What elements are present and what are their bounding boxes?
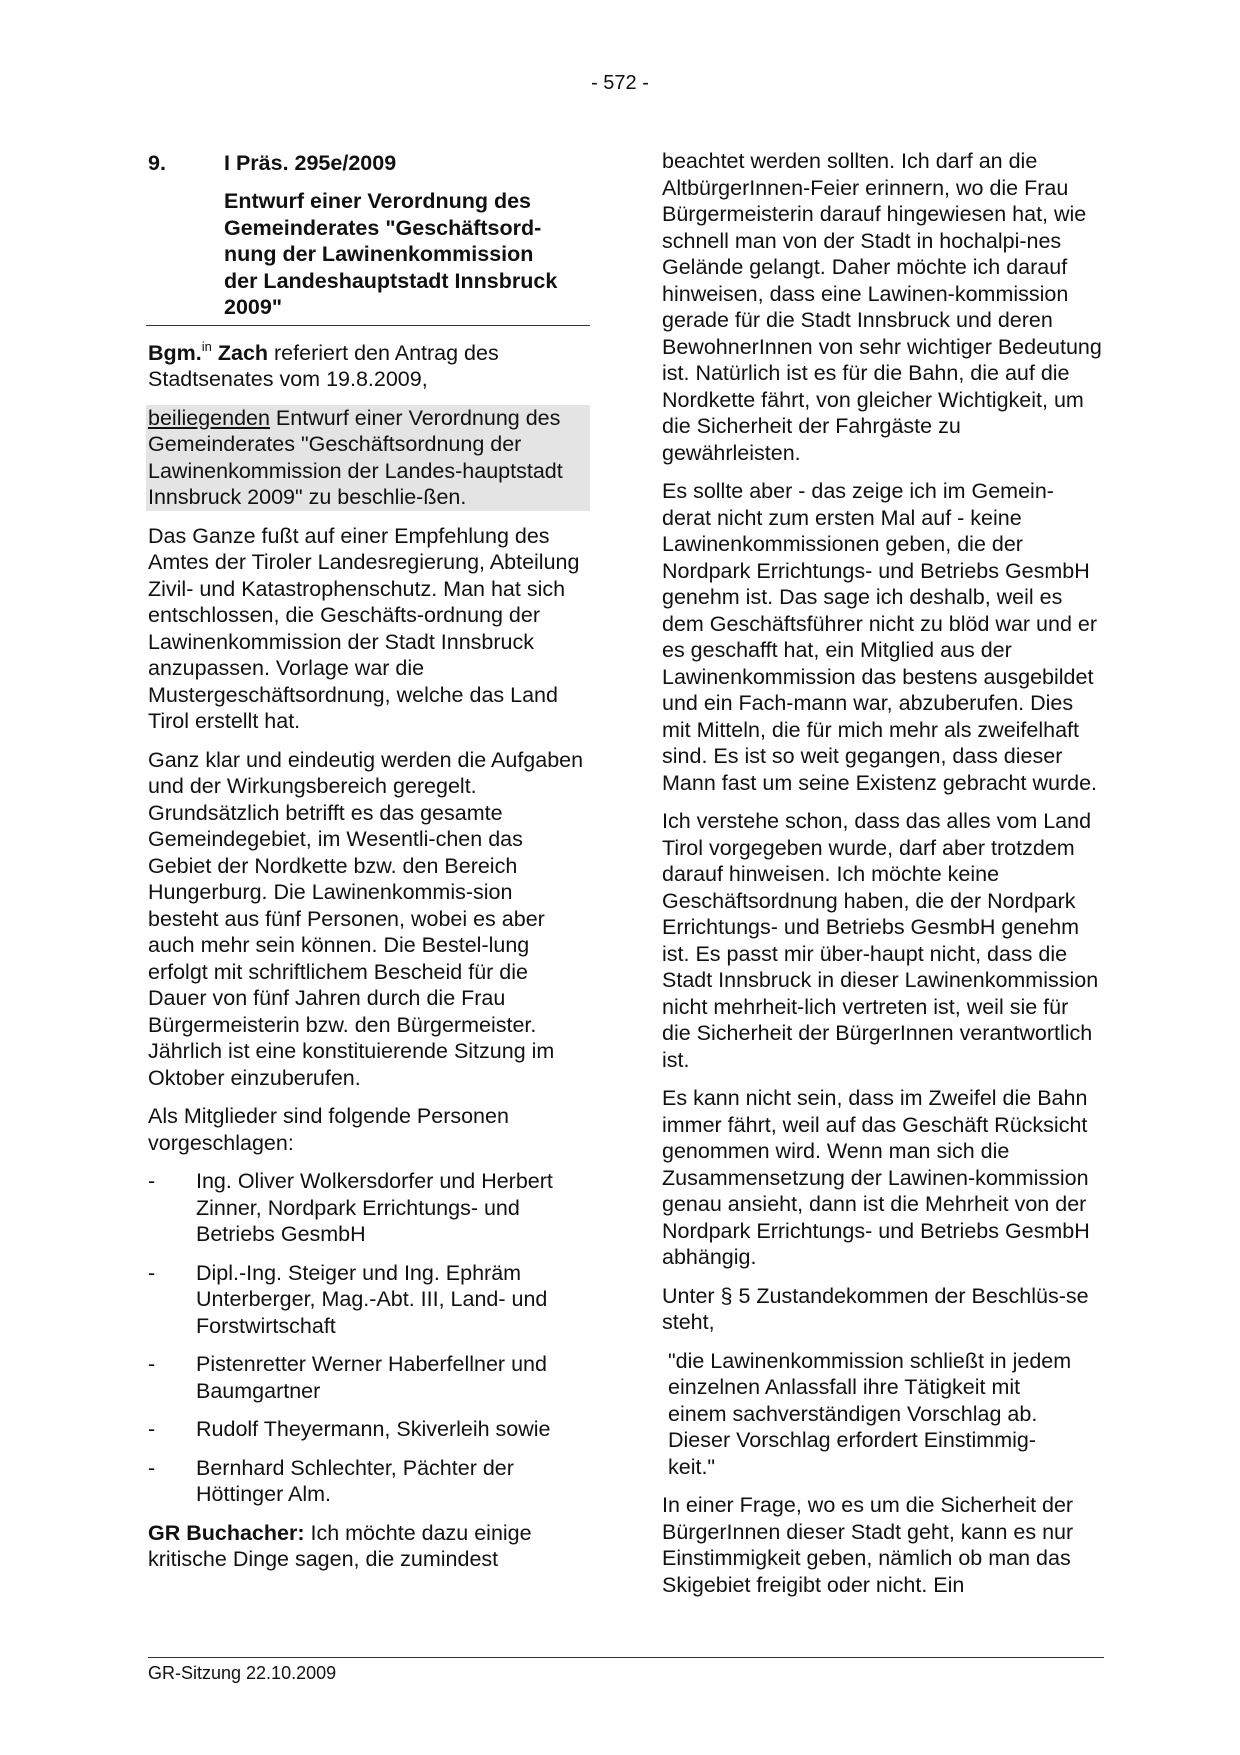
motion-underlined-word: beiliegenden bbox=[148, 405, 270, 430]
agenda-header bbox=[148, 150, 588, 180]
paragraph: Ganz klar und eindeutig werden die Aufgaben und der Wirkungsbereich geregelt. Grundsätzlich betrifft es das gesamte Gemeindegebiet, im Wesentli-chen das Gebiet der Nordkette bzw. den Bereich Hungerburg. Die Lawinenkommis-sion besteht aus fünf Personen, wobei es aber auch mehr sein können. Die Bestel-lung erfolgt mit schriftlichem Bescheid für die Dauer von fünf Jahren durch die Frau Bürgermeisterin bzw. den Bürgermeister. Jährlich ist eine konstituierende Sitzung im Oktober einzuberufen. bbox=[148, 747, 584, 1090]
paragraph: Unter § 5 Zustandekommen der Beschlüs-se steht, bbox=[662, 1283, 1089, 1334]
agenda-number: 9. bbox=[148, 151, 166, 175]
list-item bbox=[148, 1351, 588, 1404]
agenda-reference: I Präs. 295e/2009 bbox=[224, 151, 397, 175]
list-item-text: Pistenretter Werner Haberfellner und Baumgartner bbox=[196, 1352, 547, 1403]
speaker-name: GR Buchacher: bbox=[148, 1520, 305, 1545]
agenda-divider bbox=[146, 325, 590, 326]
list-item bbox=[148, 1260, 588, 1340]
agenda-title-line: der Landeshauptstadt Innsbruck bbox=[224, 268, 558, 293]
speaker-title: Bgm. bbox=[148, 340, 202, 365]
speaker-paragraph bbox=[148, 1520, 588, 1573]
list-dash: - bbox=[148, 1169, 156, 1193]
quote-line: "die Lawinenkommission schließt in jedem bbox=[668, 1348, 1072, 1373]
paragraph: Als Mitglieder sind folgende Personen vorgeschlagen: bbox=[148, 1104, 509, 1155]
footer-divider bbox=[148, 1657, 1104, 1658]
footer-text: GR-Sitzung 22.10.2009 bbox=[148, 1663, 337, 1683]
motion-text bbox=[146, 405, 590, 511]
list-dash: - bbox=[148, 1260, 156, 1285]
paragraph: Ich verstehe schon, dass das alles vom Land Tirol vorgegeben wurde, darf aber trotzdem darauf hinweisen. Ich möchte keine Geschäftsordnung haben, die der Nordpark Errichtungs- und Betriebs GesmbH genehm ist. Es passt mir über-haupt nicht, dass die Stadt Innsbruck in dieser Lawinenkommission nicht mehrheit-lich vertreten ist, weil sie für die Sicherheit der BürgerInnen verantwortlich ist. bbox=[662, 809, 1099, 1072]
agenda-title-line: nung der Lawinenkommission bbox=[224, 242, 534, 266]
agenda-title-line: Entwurf einer Verordnung des bbox=[224, 189, 532, 213]
paragraph: Es kann nicht sein, dass im Zweifel die Bahn immer fährt, weil auf das Geschäft Rücksicht genommen wird. Wenn man sich die Zusammensetzung der Lawinen-kommission genau ansieht, dann ist die Mehrheit von der Nordpark Errichtungs- und Betriebs GesmbH abhängig. bbox=[662, 1086, 1090, 1269]
list-dash: - bbox=[148, 1352, 156, 1376]
list-item bbox=[148, 1455, 588, 1508]
quote-line: Dieser Vorschlag erfordert Einstimmig- bbox=[668, 1428, 1037, 1452]
agenda-title bbox=[224, 188, 588, 325]
left-column bbox=[148, 150, 588, 1585]
speaker-name: Zach bbox=[217, 340, 269, 365]
speaker-text: referiert den Antrag des Stadtsenates vom 19.8.2009, bbox=[148, 340, 499, 391]
speaker-title-suffix: in bbox=[201, 338, 212, 354]
paragraph: In einer Frage, wo es um die Sicherheit der BürgerInnen dieser Stadt geht, kann es nur Einstimmigkeit geben, nämlich ob man das Skigebiet freigibt oder nicht. Ein bbox=[662, 1493, 1074, 1597]
paragraph: Das Ganze fußt auf einer Empfehlung des Amtes der Tiroler Landesregierung, Abteilung Zivil- und Katastrophenschutz. Man hat sich entschlossen, die Geschäfts-ordnung der Lawinenkommission der Stadt Innsbruck anzupassen. Vorlage war die Mustergeschäftsordnung, welche das Land Tirol erstellt hat. bbox=[148, 523, 580, 733]
speaker-paragraph bbox=[148, 340, 588, 393]
member-list bbox=[148, 1168, 588, 1508]
paragraph: Es sollte aber - das zeige ich im Gemein-derat nicht zum ersten Mal auf - keine Lawinenkommissionen geben, die der Nordpark Errichtungs- und Betriebs GesmbH genehm ist. Das sage ich deshalb, weil es dem Geschäftsführer nicht zu blöd war und er es geschafft hat, ein Mitglied aus der Lawinenkommission das bestens ausgebildet und ein Fach-mann war, abzuberufen. Dies mit Mitteln, die für mich mehr als zweifelhaft sind. Es ist so weit gegangen, dass dieser Mann fast um seine Existenz gebracht wurde. bbox=[662, 479, 1097, 795]
quote-line: einzelnen Anlassfall ihre Tätigkeit mit bbox=[668, 1375, 1021, 1399]
paragraph: beachtet werden sollten. Ich darf an die AltbürgerInnen-Feier erinnern, wo die Frau Bürgermeisterin darauf hingewiesen hat, wie schnell man von der Stadt in hochalpi-nes Gelände gelangt. Daher möchte ich darauf hinweisen, dass eine Lawinen-kommission gerade für die Stadt Innsbruck und deren BewohnerInnen von sehr wichtiger Bedeutung ist. Natürlich ist es für die Bahn, die auf die Nordkette fährt, von gleicher Wichtigkeit, um die Sicherheit der Fahrgäste zu gewährleisten. bbox=[662, 149, 1102, 465]
list-dash: - bbox=[148, 1417, 156, 1441]
quote-line: einem sachverständigen Vorschlag ab. bbox=[668, 1401, 1038, 1426]
agenda-title-line: 2009" bbox=[224, 295, 283, 319]
list-dash: - bbox=[148, 1455, 156, 1480]
list-item-text: Dipl.-Ing. Steiger und Ing. Ephräm Unterberger, Mag.-Abt. III, Land- und Forstwirtschaft bbox=[196, 1260, 548, 1338]
page-number: - 572 - bbox=[591, 72, 649, 94]
motion-body: Entwurf einer Verordnung des Gemeinderates "Geschäftsordnung der Lawinenkommission der Landes-hauptstadt Innsbruck 2009" zu beschlie-ßen. bbox=[148, 405, 563, 509]
list-item-text: Ing. Oliver Wolkersdorfer und Herbert Zinner, Nordpark Errichtungs- und Betriebs GesmbH bbox=[196, 1169, 553, 1246]
agenda-title-line: Gemeinderates "Geschäftsord- bbox=[224, 215, 542, 240]
list-item-text: Bernhard Schlechter, Pächter der Höttinger Alm. bbox=[196, 1455, 514, 1506]
list-item bbox=[148, 1416, 588, 1443]
speaker-text: Ich möchte dazu einige kritische Dinge sagen, die zumindest bbox=[148, 1520, 532, 1571]
list-item-text: Rudolf Theyermann, Skiverleih sowie bbox=[196, 1417, 551, 1441]
right-column bbox=[662, 148, 1102, 1610]
quote-block bbox=[662, 1348, 1102, 1481]
list-item bbox=[148, 1168, 588, 1248]
quote-line: keit." bbox=[668, 1454, 716, 1479]
